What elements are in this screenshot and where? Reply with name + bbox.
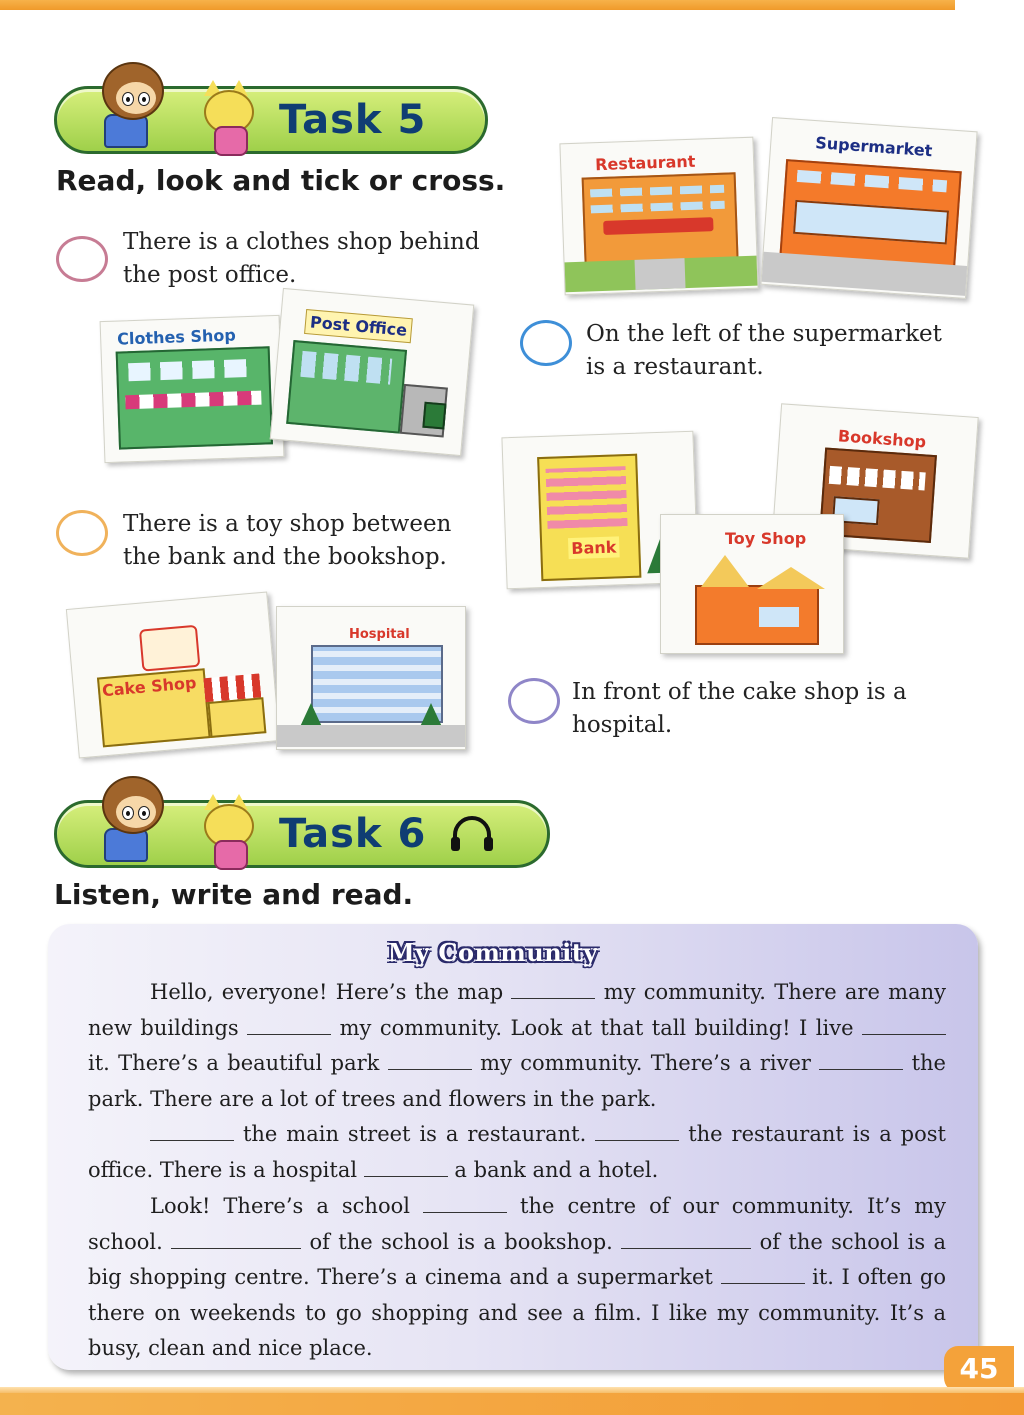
toy-shop-card [660,514,844,654]
statement-1: There is a clothes shop behind the post office. [123,229,480,288]
answer-blank[interactable] [595,1122,679,1141]
answer-blank[interactable] [511,980,595,999]
cake-shop-sign: Cake Shop [101,673,198,701]
hospital-card [276,606,466,750]
restaurant-sign: Restaurant [594,151,696,175]
statement-2: On the left of the supermarket is a restaurant. [586,321,942,380]
story-text: Look! There’s a school [150,1194,423,1218]
post-office-sign: Post Office [304,309,413,343]
cat-mascot-icon [200,792,270,862]
story-text: the centre of our community. It’s my school. [88,1194,947,1254]
answer-circle-3[interactable] [56,510,108,556]
story-text: it. There’s a beautiful park [88,1051,388,1076]
clothes-shop-sign: Clothes Shop [116,325,237,349]
supermarket-card [760,117,977,299]
story-paragraph-3 [88,1189,946,1367]
answer-blank[interactable] [862,1016,946,1035]
post-office-card [270,288,475,456]
restaurant-card [559,137,758,296]
task5-title: Task 5 [279,97,427,143]
story-text: a bank and a hotel. [447,1157,659,1182]
task6-instruction: Listen, write and read. [54,878,414,911]
page-number: 45 [944,1346,1014,1392]
top-border [0,0,955,10]
headphones-icon [449,815,495,853]
answer-circle-2[interactable] [520,320,572,366]
bottom-border [0,1393,1024,1415]
story-text: the main street is a restaurant. [234,1122,596,1146]
monkey-mascot-icon [86,58,176,148]
story-paragraph-2 [88,1117,946,1188]
story-text: my community. Look at that tall building! I live [331,1015,862,1040]
task6-title: Task 6 [279,811,427,857]
answer-blank[interactable] [247,1016,331,1035]
task5-instruction: Read, look and tick or cross. [56,164,506,197]
bookshop-sign: Bookshop [837,426,927,452]
story-text: of the school is a big shopping centre. There’s a cinema and a supermarket [88,1229,946,1290]
toy-shop-sign: Toy Shop [725,529,807,548]
answer-circle-4[interactable] [508,678,560,724]
hospital-sign: Hospital [349,627,410,642]
story-text: of the school is a bookshop. [301,1229,622,1254]
answer-blank[interactable] [621,1230,751,1249]
answer-blank[interactable] [388,1051,472,1070]
answer-blank[interactable] [364,1158,448,1177]
answer-blank[interactable] [150,1122,234,1141]
statement-4: In front of the cake shop is a hospital. [572,679,907,738]
story-text: my community. There’s a river [471,1051,820,1076]
story-paragraph-1 [88,975,946,1117]
monkey-mascot-icon [86,772,176,862]
story-text: Hello, everyone! Here’s the map [150,980,512,1004]
answer-blank[interactable] [423,1194,507,1213]
clothes-shop-card [100,315,285,463]
statement-3: There is a toy shop between the bank and the bookshop. [123,511,452,570]
story-text: the park. There are a lot of trees and flowers in the park. [88,1051,946,1111]
answer-blank[interactable] [171,1230,301,1249]
story-text: it. I often go there on weekends to go shopping and see a film. I like my community. It’s a busy, clean and nice place. [88,1265,946,1361]
story-text: the restaurant is a post office. There is a hospital [88,1122,946,1182]
cat-mascot-icon [200,78,270,148]
toy-shop-building [695,585,819,645]
supermarket-sign: Supermarket [814,133,933,161]
story-title: My Community [388,938,598,967]
answer-circle-1[interactable] [56,236,108,282]
answer-blank[interactable] [819,1051,903,1070]
answer-blank[interactable] [721,1265,805,1284]
story-text: my community. There are many new buildings [88,980,946,1040]
bank-sign: Bank [568,536,620,559]
cake-shop-card [66,591,280,758]
